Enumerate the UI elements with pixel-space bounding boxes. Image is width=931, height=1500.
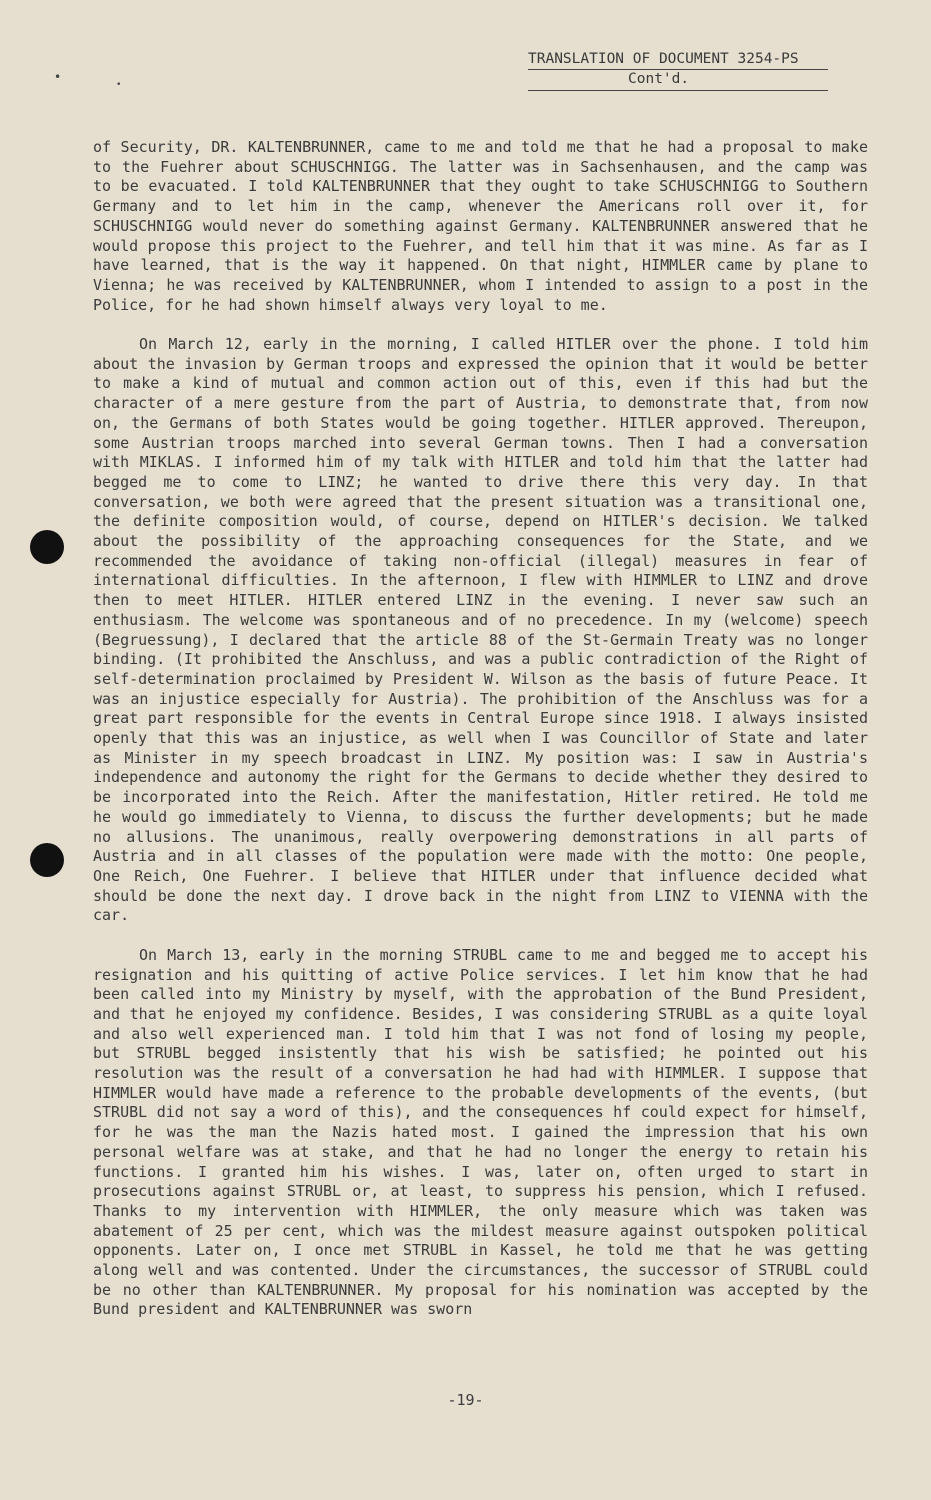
- header-continued: Cont'd.: [528, 70, 828, 91]
- paragraph: of Security, DR. KALTENBRUNNER, came to me and told me that he had a proposal to make to the Fuehrer about SCHUSCHNIGG. The latter was in Sachsenhausen, and the camp was to be evacuated. I told KALTENBRUNNER that they ought to take SCHUSCHNIGG to Southern Germany and to let him in the camp, whenever the Americans roll over it, for SCHUSCHNIGG would never do something against Germany. KALTENBRUNNER answered that he would propose this project to the Fuehrer, and tell him that it was mine. As far as I have learned, that is the way it happened. On that night, HIMMLER came by plane to Vienna; he was received by KALTENBRUNNER, whom I intended to assign to a post in the Police, for he had shown himself always very loyal to me.: [93, 138, 868, 314]
- document-header: [528, 50, 828, 91]
- punch-hole: [30, 530, 64, 564]
- paragraph: On March 13, early in the morning STRUBL came to me and begged me to accept his resignation and his quitting of active Police services. I let him know that he had been called into my Ministry by myself, with the approbation of the Bund President, and that he enjoyed my confidence. Besides, I was considering STRUBL as a quite loyal and also well experienced man. I told him that I was not fond of losing my people, but STRUBL begged insistently that his wish be satisfied; he pointed out his resolution was the result of a conversation he had had with HIMMLER. I suppose that HIMMLER would have made a reference to the probable developments of the events, (but STRUBL did not say a word of this), and the consequences hf could expect for himself, for he was the man the Nazis hated most. I gained the impression that his own personal welfare was at stake, and that he had no longer the energy to retain his functions. I granted him his wishes. I was, later on, often urged to start in prosecutions against STRUBL or, at least, to suppress his pension, which I refused. Thanks to my intervention with HIMMLER, the only measure which was taken was abatement of 25 per cent, which was the mildest measure against outspoken political opponents. Later on, I once met STRUBL in Kassel, he told me that he was getting along well and was contented. Under the circumstances, the successor of STRUBL could be no other than KALTENBRUNNER. My proposal for his nomination was accepted by the Bund president and KALTENBRUNNER was sworn: [93, 945, 868, 1319]
- body-text: [93, 138, 868, 1340]
- punch-hole: [30, 843, 64, 877]
- margin-mark: •: [54, 70, 62, 84]
- margin-mark: •: [116, 80, 122, 90]
- paragraph: On March 12, early in the morning, I called HITLER over the phone. I told him about the invasion by German troops and expressed the opinion that it would be better to make a kind of mutual and common action out of this, even if this had but the character of a mere gesture from the part of Austria, to demonstrate that, from now on, the Germans of both States would be going together. HITLER approved. Thereupon, some Austrian troops marched into several German towns. Then I had a conversation with MIKLAS. I informed him of my talk with HITLER and told him that the latter had begged me to come to LINZ; he wanted to drive there this very day. In that conversation, we both were agreed that the present situation was a transitional one, the definite composition would, of course, depend on HITLER's decision. We talked about the possibility of the approaching consequences for the State, and we recommended the avoidance of taking non-official (illegal) measures in fear of international difficulties. In the afternoon, I flew with HIMMLER to LINZ and drove then to meet HITLER. HITLER entered LINZ in the evening. I never saw such an enthusiasm. The welcome was spontaneous and of no precedence. In my (welcome) speech (Begruessung), I declared that the article 88 of the St-Germain Treaty was no longer binding. (It prohibited the Anschluss, and was a public contradiction of the Right of self-determination proclaimed by President W. Wilson as the basis of future Peace. It was an injustice especially for Austria). The prohibition of the Anschluss was for a great part responsible for the events in Central Europe since 1918. I always insisted openly that this was an injustice, as well when I was Councillor of State and later as Minister in my speech broadcast in LINZ. My position was: I saw in Austria's independence and autonomy the right for the Germans to decide whether they desired to be incorporated into the Reich. After the manifestation, Hitler retired. He told me he would go immediately to Vienna, to discuss the further developments; but he made no allusions. The unanimous, really overpowering demonstrations in all parts of Austria and in all classes of the population were made with the motto: One people, One Reich, One Fuehrer. I believe that HITLER under that influence decided what should be done the next day. I drove back in the night from LINZ to VIENNA with the car.: [93, 335, 868, 925]
- header-title: TRANSLATION OF DOCUMENT 3254-PS: [528, 50, 828, 70]
- page-number: -19-: [447, 1391, 484, 1409]
